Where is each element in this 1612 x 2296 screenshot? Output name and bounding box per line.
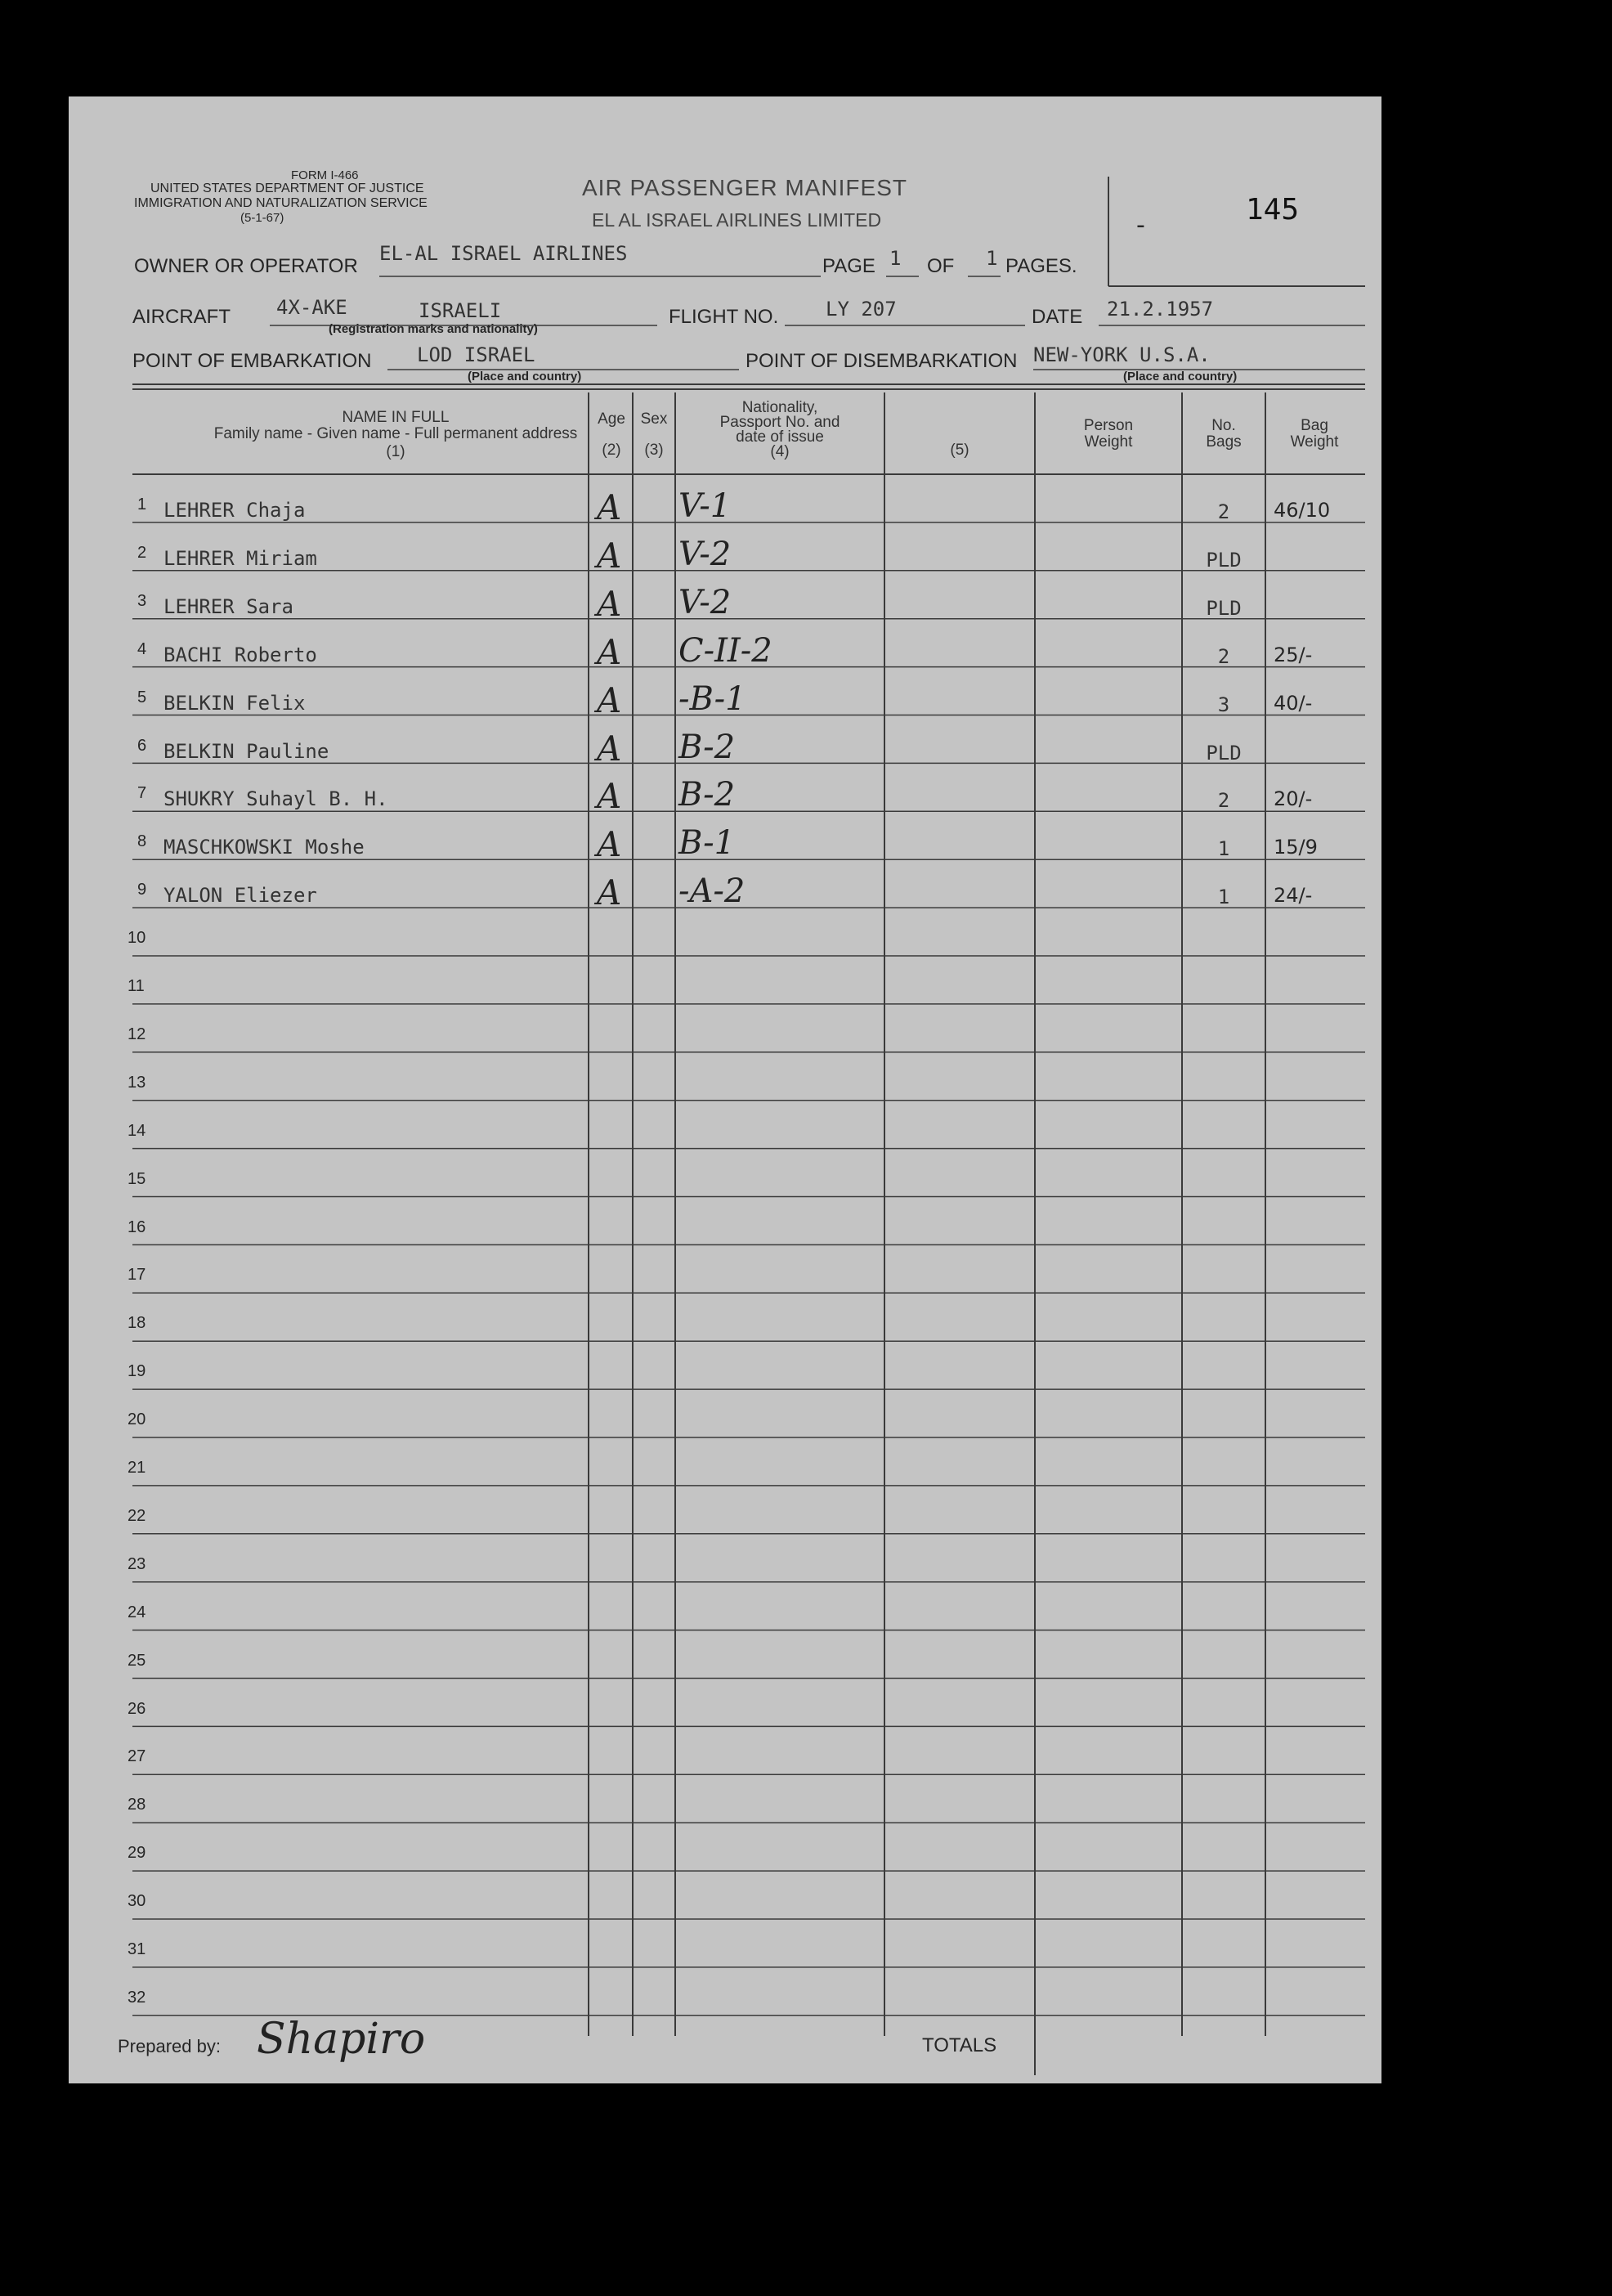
row-number: 16 <box>128 1218 146 1236</box>
page-label: PAGE <box>822 255 875 277</box>
col-person-weight-line2: Weight <box>1084 433 1133 451</box>
passenger-passport: -B-1 <box>678 679 746 718</box>
row-number: 10 <box>128 929 146 948</box>
passenger-name: LEHRER Sara <box>163 594 293 618</box>
row-number: 7 <box>137 784 147 803</box>
row-number: 6 <box>137 736 147 755</box>
col-nationality-number: (4) <box>770 443 790 460</box>
row-number: 28 <box>128 1796 146 1814</box>
row-number: 18 <box>128 1314 146 1333</box>
passenger-name: BACHI Roberto <box>163 643 317 666</box>
disembarkation-label: POINT OF DISEMBARKATION <box>746 350 1018 372</box>
row-number: 11 <box>128 977 145 995</box>
col-sex: Sex <box>640 410 668 428</box>
row-number: 32 <box>128 1988 146 2007</box>
flight-value: LY 207 <box>826 298 897 321</box>
col-nationality-line1: Nationality, <box>741 399 818 416</box>
owner-value: EL-AL ISRAEL AIRLINES <box>379 242 628 265</box>
passenger-name: MASCHKOWSKI Moshe <box>163 836 365 859</box>
pages-label: PAGES. <box>1005 255 1077 277</box>
totals-label: TOTALS <box>922 2034 997 2056</box>
passenger-passport: C-II-2 <box>678 631 772 670</box>
passenger-name: LEHRER Miriam <box>163 546 317 570</box>
row-number: 31 <box>128 1940 146 1958</box>
row-number: 30 <box>128 1892 146 1911</box>
col-age-number: (2) <box>602 442 621 459</box>
passenger-age: A <box>597 824 622 865</box>
passenger-bags: 1 <box>1217 886 1230 909</box>
col-name-line1: NAME IN FULL <box>342 409 450 426</box>
page-stamp-number: 145 <box>1246 193 1300 226</box>
passenger-bags: PLD <box>1206 548 1242 572</box>
passenger-bags: 2 <box>1217 644 1230 668</box>
row-number: 23 <box>128 1554 146 1573</box>
passenger-name: SHUKRY Suhayl B. H. <box>163 787 388 811</box>
passenger-bags: PLD <box>1206 741 1242 765</box>
passenger-bag-weight: 46/10 <box>1274 499 1331 522</box>
passenger-age: A <box>597 487 622 527</box>
prepared-by-label: Prepared by: <box>118 2036 221 2056</box>
col-bags-line2: Bags <box>1206 433 1242 451</box>
row-number: 12 <box>128 1025 146 1043</box>
passenger-bag-weight: 20/- <box>1274 787 1313 811</box>
embarkation-caption: (Place and country) <box>468 370 582 383</box>
disembarkation-value: NEW-YORK U.S.A. <box>1033 343 1211 366</box>
preparer-signature: Shapiro <box>257 2015 426 2064</box>
owner-label: OWNER OR OPERATOR <box>134 255 358 277</box>
row-number: 29 <box>128 1844 146 1863</box>
row-number: 14 <box>128 1121 146 1140</box>
passenger-name: LEHRER Chaja <box>163 499 306 522</box>
manifest-paper <box>69 96 1381 2083</box>
row-number: 24 <box>128 1603 146 1621</box>
passenger-passport: -A-2 <box>678 872 746 911</box>
row-number: 26 <box>128 1699 146 1718</box>
passenger-bags: 2 <box>1217 789 1230 813</box>
passenger-age: A <box>597 776 622 817</box>
passenger-passport: V-1 <box>678 487 732 525</box>
col-name-number: (1) <box>386 443 405 460</box>
passenger-bags: 3 <box>1217 693 1230 716</box>
passenger-bags: 2 <box>1217 500 1230 523</box>
col-sex-number: (3) <box>644 442 664 459</box>
row-number: 15 <box>128 1169 146 1188</box>
date-value: 21.2.1957 <box>1107 298 1214 321</box>
passenger-passport: V-2 <box>678 535 732 573</box>
row-number: 19 <box>128 1362 146 1381</box>
passenger-age: A <box>597 583 622 624</box>
agency-line-1: UNITED STATES DEPARTMENT OF JUSTICE <box>150 182 424 195</box>
date-label: DATE <box>1032 306 1083 328</box>
col-5: (5) <box>950 442 969 459</box>
row-number: 27 <box>128 1747 146 1766</box>
aircraft-nationality: ISRAELI <box>419 299 502 322</box>
flight-label: FLIGHT NO. <box>669 306 779 328</box>
passenger-passport: B-2 <box>678 728 736 766</box>
disembarkation-caption: (Place and country) <box>1123 370 1238 383</box>
passenger-age: A <box>597 631 622 672</box>
row-number: 20 <box>128 1410 146 1429</box>
passenger-bag-weight: 40/- <box>1274 691 1313 715</box>
row-number: 2 <box>137 543 147 562</box>
of-label: OF <box>927 255 955 277</box>
of-value: 1 <box>986 247 998 270</box>
row-number: 13 <box>128 1073 146 1092</box>
col-age: Age <box>598 410 625 428</box>
row-number: 17 <box>128 1266 146 1285</box>
col-name-line2: Family name - Given name - Full permanent address <box>213 425 578 442</box>
col-person-weight-line1: Person <box>1083 417 1134 434</box>
passenger-age: A <box>597 679 622 720</box>
passenger-bag-weight: 24/- <box>1274 884 1313 908</box>
aircraft-registration: 4X-AKE <box>276 296 347 319</box>
aircraft-label: AIRCRAFT <box>132 306 231 328</box>
passenger-passport: V-2 <box>678 583 732 621</box>
passenger-bag-weight: 25/- <box>1274 643 1313 666</box>
col-bags-line1: No. <box>1211 417 1236 434</box>
passenger-name: BELKIN Pauline <box>163 739 329 763</box>
col-bag-weight-line1: Bag <box>1301 417 1328 434</box>
row-number: 8 <box>137 832 147 851</box>
form-date: (5-1-67) <box>240 211 284 225</box>
agency-line-2: IMMIGRATION AND NATURALIZATION SERVICE <box>134 196 428 210</box>
form-number: FORM I-466 <box>291 168 359 182</box>
passenger-passport: B-2 <box>678 776 736 814</box>
aircraft-caption: (Registration marks and nationality) <box>329 322 538 336</box>
embarkation-label: POINT OF EMBARKATION <box>132 350 372 372</box>
row-number: 5 <box>137 688 147 706</box>
embarkation-value: LOD ISRAEL <box>417 343 535 366</box>
col-nationality-line3: date of issue <box>736 428 824 446</box>
row-number: 25 <box>128 1651 146 1670</box>
col-bag-weight-line2: Weight <box>1290 433 1339 451</box>
passenger-bags: PLD <box>1206 596 1242 620</box>
row-number: 3 <box>137 591 147 610</box>
form-grid-lines <box>69 96 1381 2083</box>
form-title: AIR PASSENGER MANIFEST <box>582 175 907 200</box>
stamp-dash: - <box>1136 211 1145 240</box>
passenger-bags: 1 <box>1217 837 1230 861</box>
passenger-age: A <box>597 728 622 769</box>
row-number: 9 <box>137 881 147 899</box>
passenger-bag-weight: 15/9 <box>1274 836 1318 859</box>
row-number: 4 <box>137 639 147 658</box>
row-number: 1 <box>137 496 147 513</box>
col-nationality-line2: Passport No. and <box>719 414 840 431</box>
passenger-age: A <box>597 535 622 576</box>
passenger-name: BELKIN Felix <box>163 691 306 715</box>
passenger-name: YALON Eliezer <box>163 884 317 908</box>
row-number: 21 <box>128 1459 146 1477</box>
passenger-passport: B-1 <box>678 824 736 863</box>
page-value: 1 <box>889 247 902 270</box>
row-number: 22 <box>128 1506 146 1525</box>
airline-name: EL AL ISRAEL AIRLINES LIMITED <box>592 209 882 231</box>
passenger-age: A <box>597 872 622 913</box>
